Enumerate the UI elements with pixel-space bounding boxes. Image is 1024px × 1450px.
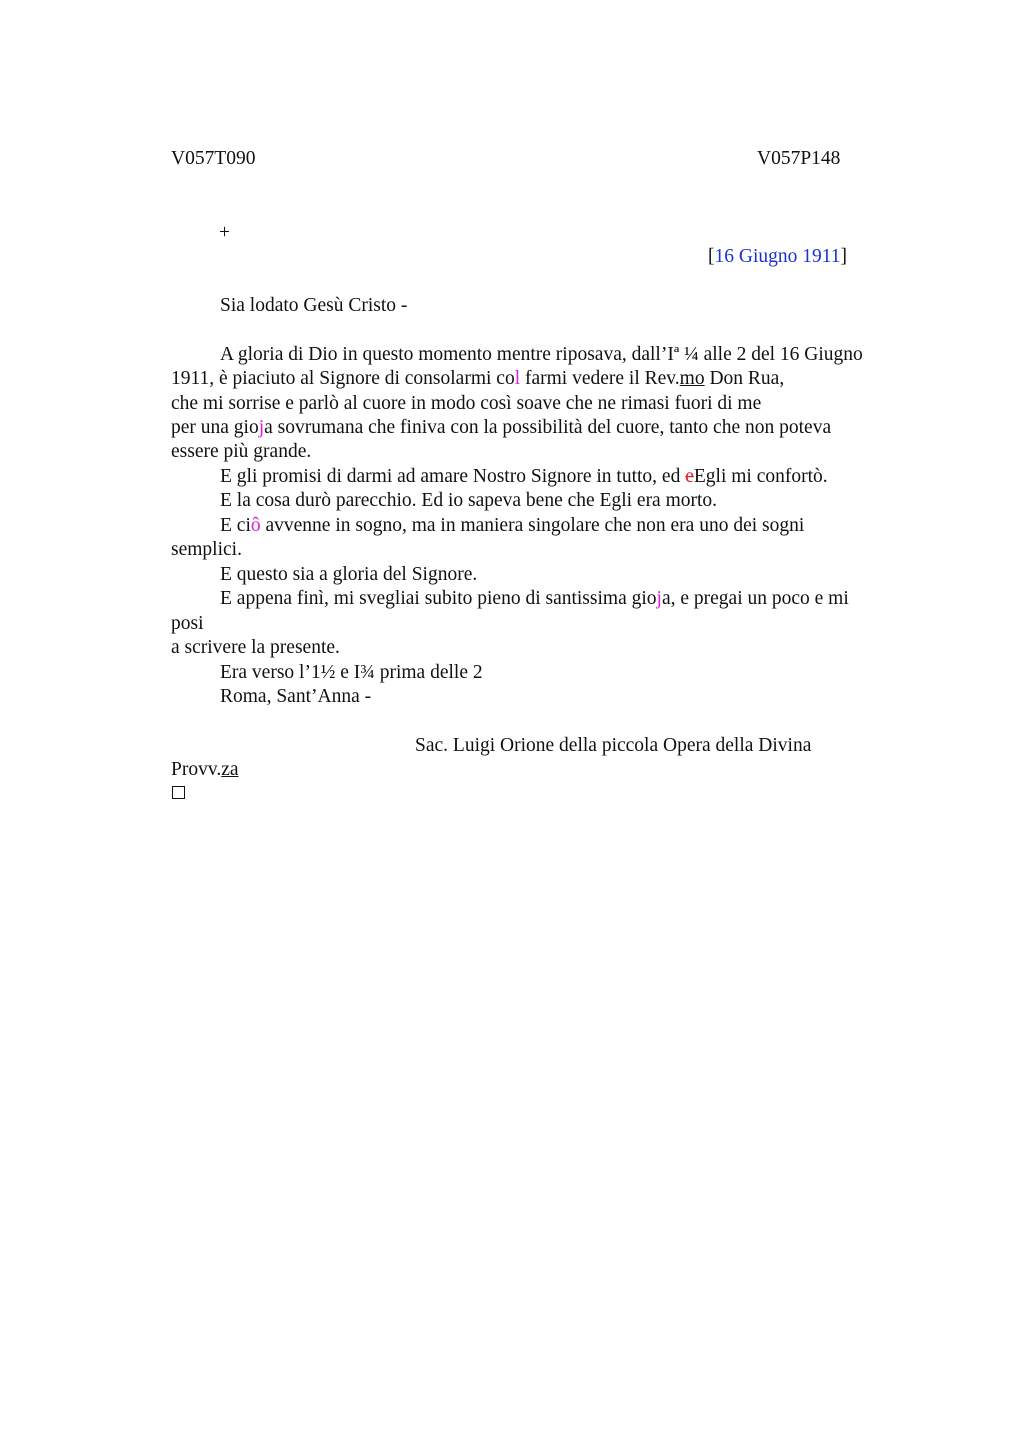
body-line-5: essere più grande. [171,441,312,462]
body-line-10: E questo sia a gloria del Signore. [220,564,478,585]
body-line-6 [220,466,828,488]
inserted-letter-j: j [258,417,265,438]
inserted-letter-l: l [514,368,521,389]
body-line-7: E la cosa durò parecchio. Ed io sapeva bene che Egli era morto. [220,490,718,511]
body-line-6-part-a: E gli promisi di darmi ad amare Nostro Signore in tutto, ed [220,466,686,487]
inserted-letter-j-2: j [656,588,662,609]
body-line-13: a scrivere la presente. [171,637,340,658]
body-line-15: Roma, Sant’Anna - [220,686,372,707]
right-code: V057P148 [757,148,841,169]
date-close-bracket: ] [840,246,848,267]
date-line [708,246,847,268]
cross-mark: + [219,222,230,243]
body-line-11-part-c: a, e pregai un poco e mi [661,588,849,609]
body-line-1: A gloria di Dio in questo momento mentre riposava, dall’Iª ¼ alle 2 del 16 Giugno [220,344,863,365]
inserted-letter-o-circumflex: ô [250,515,261,536]
body-line-8-part-c: avvenne in sogno, ma in maniera singolare che non era uno dei sogni [260,515,805,536]
signature-line-1: Sac. Luigi Orione della piccola Opera della Divina [415,735,812,756]
left-code: V057T090 [171,148,256,169]
deleted-letter-e: e [685,466,694,487]
body-line-4-part-a: per una gio [171,417,259,438]
date-open-bracket: [ [708,246,715,267]
superscript-za: za [221,759,239,780]
signature-line-2 [171,759,239,781]
body-line-11 [220,588,849,610]
empty-box-icon [172,786,185,799]
body-line-4-part-c: a sovrumana che finiva con la possibilità del cuore, tanto che non poteva [264,417,832,438]
body-line-3: che mi sorrise e parlò al cuore in modo così soave che ne rimasi fuori di me [171,393,762,414]
superscript-mo: mo [679,368,705,389]
body-line-2-part-a: 1911, è piaciuto al Signore di consolarmi co [171,368,515,389]
body-line-6-part-c: Egli mi confortò. [693,466,828,487]
body-line-4 [171,417,831,439]
signature-line-2-part-a: Provv. [171,759,222,780]
body-line-12: posi [171,613,204,634]
body-line-2-part-c: farmi vedere il Rev. [520,368,680,389]
body-line-2 [171,368,784,390]
body-line-14: Era verso l’1½ e I¾ prima delle 2 [220,662,483,683]
body-line-8-part-a: E ci [220,515,251,536]
body-line-11-part-a: E appena finì, mi svegliai subito pieno di santissima gio [220,588,657,609]
body-line-2-part-e: Don Rua, [704,368,785,389]
greeting: Sia lodato Gesù Cristo - [220,295,408,316]
body-line-8 [220,515,804,537]
date-text: 16 Giugno 1911 [714,246,841,267]
body-line-9: semplici. [171,539,242,560]
